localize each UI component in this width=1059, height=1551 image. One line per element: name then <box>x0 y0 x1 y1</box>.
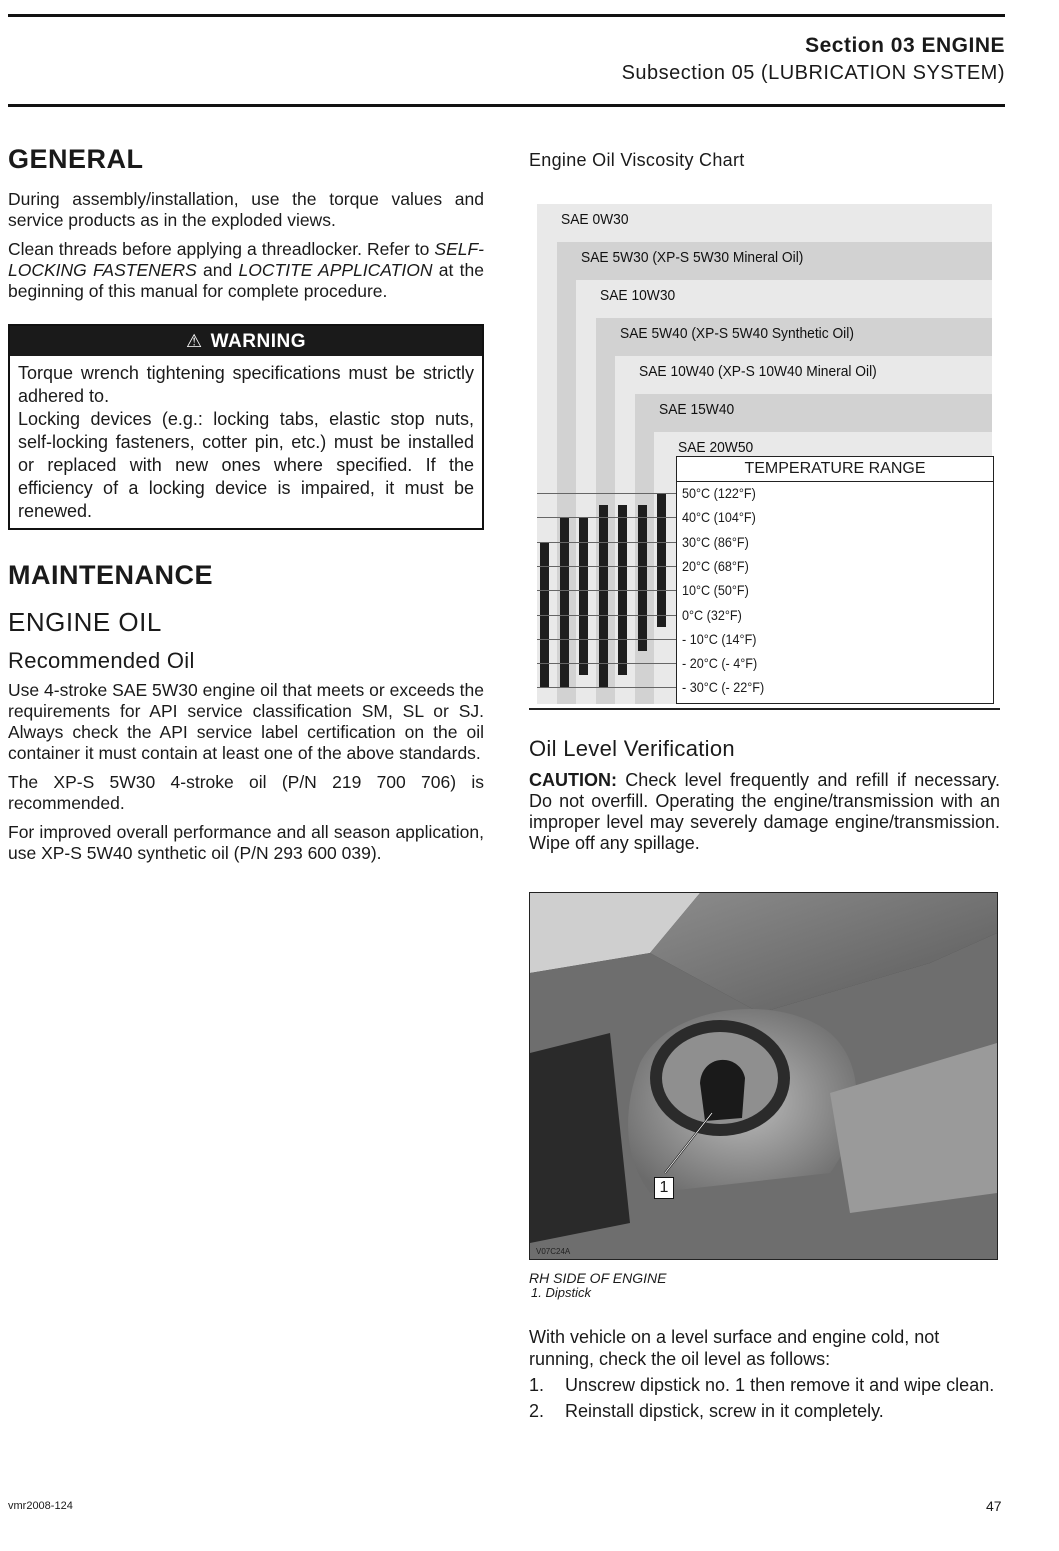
figure-caption-item: 1. Dipstick <box>531 1285 591 1300</box>
temperature-tick <box>537 615 676 616</box>
temperature-row: 0°C (32°F) <box>682 606 742 623</box>
figure-caption: RH SIDE OF ENGINE <box>529 1270 667 1286</box>
engine-photo-illustration <box>530 893 997 1259</box>
photo-code: V07C24A <box>536 1247 571 1256</box>
temperature-row: 50°C (122°F) <box>682 485 756 501</box>
temperature-row: - 20°C (- 4°F) <box>682 655 758 672</box>
general-p2-mid: and <box>196 260 239 280</box>
callout-1: 1 <box>654 1177 674 1199</box>
maintenance-heading: MAINTENANCE <box>8 560 213 590</box>
warning-line-2: Locking devices (e.g.: locking tabs, elastic stop nuts, self-locking fasteners, cotter pin, etc.) must be installed or replaced with new ones where specified. If the efficiency of a locking device is impaired, it must be renewed. <box>18 409 474 521</box>
oil-level-heading: Oil Level Verification <box>529 736 735 761</box>
general-paragraph-1: During assembly/installation, use the torque values and service products as in the exploded views. <box>8 189 484 230</box>
procedure-intro: With vehicle on a level surface and engine cold, not running, check the oil level as follows: <box>529 1327 940 1369</box>
temperature-row: 40°C (104°F) <box>682 509 756 526</box>
general-p2-start: Clean threads before applying a threadlocker. Refer to <box>8 239 435 259</box>
section-title: Section 03 ENGINE <box>805 34 1005 57</box>
left-column <box>8 144 484 872</box>
temperature-tick <box>537 493 676 494</box>
temperature-tick <box>537 663 676 664</box>
caution-body: Check level frequently and refill if necessary. Do not overfill. Operating the engine/transmission with an improper level may severely damage engine/transmission. Wipe off any spillage. <box>529 770 1000 853</box>
subsection-title: Subsection 05 (LUBRICATION SYSTEM) <box>621 62 1005 84</box>
temperature-tick <box>537 687 676 688</box>
header-top-rule <box>8 14 1005 17</box>
general-paragraph-2 <box>8 239 484 302</box>
temperature-tick <box>537 517 676 518</box>
caution-text <box>529 770 1000 854</box>
temperature-tick <box>537 542 676 543</box>
caution-label: CAUTION: <box>529 770 617 790</box>
recommended-paragraph-1: Use 4-stroke SAE 5W30 engine oil that meets or exceeds the requirements for API service classification SM, SL or SJ. Always check the API service label certification on the oil container it must contain at least one of the above standards. <box>8 680 484 763</box>
warning-header <box>10 326 482 356</box>
series-label: SAE 5W30 (XP-S 5W30 Mineral Oil) <box>580 249 803 266</box>
step-number: 1. <box>529 1375 545 1395</box>
general-p2-end: at the beginning of this manual for complete procedure. <box>8 260 484 301</box>
temperature-tick <box>537 566 676 567</box>
warning-line-1: Torque wrench tightening specifications must be strictly adhered to. <box>18 363 474 406</box>
step-text: Reinstall dipstick, screw in it completely. <box>565 1401 884 1421</box>
viscosity-chart <box>529 192 1000 710</box>
warning-box <box>8 324 484 530</box>
page-number: 47 <box>986 1498 1002 1514</box>
viscosity-range-bar <box>657 493 666 627</box>
temperature-row: 10°C (50°F) <box>682 582 749 599</box>
series-label: SAE 15W40 <box>658 401 734 418</box>
warning-triangle-icon: ⚠ <box>186 331 203 351</box>
warning-title: WARNING <box>210 331 306 352</box>
temperature-row: 30°C (86°F) <box>682 533 749 550</box>
viscosity-range-bar <box>599 505 608 687</box>
oil-level-section <box>529 736 1000 854</box>
engine-oil-heading: ENGINE OIL <box>8 607 162 637</box>
procedure-block <box>529 1326 1004 1422</box>
temperature-row: 20°C (68°F) <box>682 557 749 574</box>
recommended-paragraph-3: For improved overall performance and all season application, use XP-S 5W40 synthetic oil (P/N 293 600 039). <box>8 822 484 863</box>
temperature-row: - 30°C (- 22°F) <box>682 679 765 696</box>
temperature-range-table <box>676 456 994 704</box>
recommended-paragraph-2: The XP-S 5W30 4-stroke oil (P/N 219 700 706) is recommended. <box>8 772 484 813</box>
temperature-tick <box>537 590 676 591</box>
footer-code: vmr2008-124 <box>8 1500 73 1512</box>
figure-caption-block <box>529 1271 1004 1300</box>
viscosity-range-bar <box>638 505 647 651</box>
step-text: Unscrew dipstick no. 1 then remove it and wipe clean. <box>565 1375 995 1395</box>
loctite-application-ref: LOCTITE APPLICATION <box>238 260 433 280</box>
right-column <box>529 150 1004 1421</box>
temperature-range-header: TEMPERATURE RANGE <box>677 457 993 482</box>
general-heading: GENERAL <box>8 144 144 174</box>
series-label: SAE 10W40 (XP-S 10W40 Mineral Oil) <box>639 363 877 380</box>
header-bottom-rule <box>8 104 1005 107</box>
series-label: SAE 20W50 <box>678 439 754 456</box>
temperature-tick <box>537 639 676 640</box>
procedure-step <box>529 1374 1004 1396</box>
warning-body <box>10 356 482 528</box>
engine-photo <box>529 892 998 1260</box>
recommended-oil-heading: Recommended Oil <box>8 648 195 673</box>
temperature-row: - 10°C (14°F) <box>682 630 757 647</box>
procedure-step <box>529 1400 1004 1422</box>
series-label: SAE 10W30 <box>600 287 676 304</box>
self-locking-fasteners-ref: SELF-LOCKING FASTENERS <box>8 239 484 280</box>
chart-title: Engine Oil Viscosity Chart <box>529 150 745 170</box>
step-number: 2. <box>529 1401 545 1421</box>
viscosity-range-bar <box>560 517 569 687</box>
series-label: SAE 0W30 <box>561 211 629 228</box>
series-label: SAE 5W40 (XP-S 5W40 Synthetic Oil) <box>619 325 854 342</box>
